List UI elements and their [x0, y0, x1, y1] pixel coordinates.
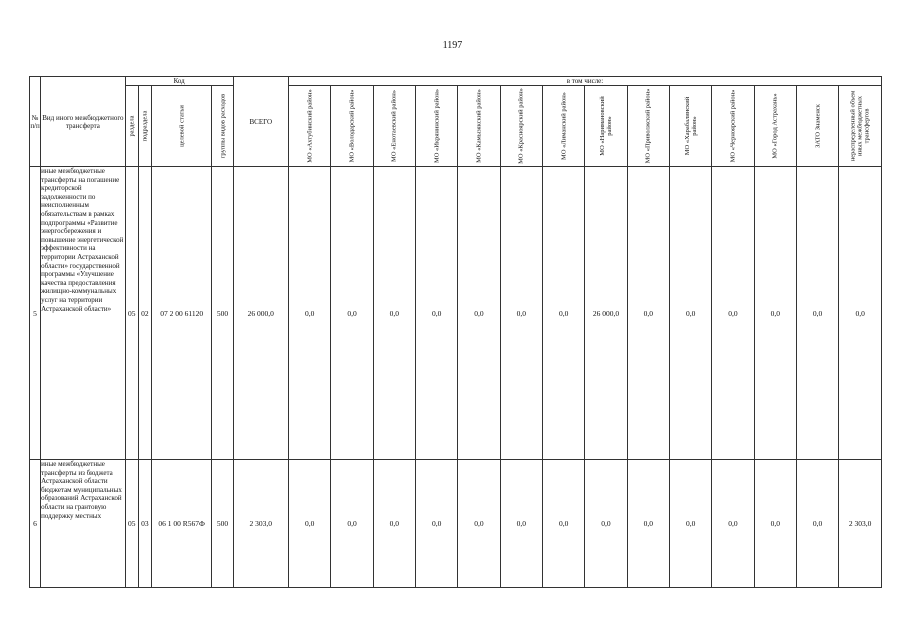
district-value: 0,0	[796, 167, 838, 460]
subsection-code: 03	[138, 460, 151, 588]
district-value: 0,0	[754, 460, 796, 588]
total-value: 2 303,0	[233, 460, 288, 588]
district-header: МО «Лиманский район»	[542, 86, 584, 167]
district-header: МО «Икрянинский район»	[416, 86, 458, 167]
district-value: 26 000,0	[585, 167, 627, 460]
district-header: МО «Город Астрахань»	[754, 86, 796, 167]
district-value: 0,0	[416, 460, 458, 588]
district-value: 0,0	[669, 167, 711, 460]
target-code: 07 2 00 61120	[151, 167, 211, 460]
section-code: 05	[125, 460, 138, 588]
district-value: 0,0	[712, 460, 754, 588]
district-value: 0,0	[289, 167, 331, 460]
district-value: 0,0	[373, 167, 415, 460]
district-value: 0,0	[542, 167, 584, 460]
transfer-description: иные межбюджетные трансферты из бюджета Астраханской области бюджетам муниципальных образований Астраханской области на грантовую поддержку местных	[41, 460, 126, 588]
district-header: МО «Володарский район»	[331, 86, 373, 167]
expense-group-code: 500	[212, 460, 233, 588]
target-code: 06 1 00 R567Ф	[151, 460, 211, 588]
code-col-header: раздела	[125, 86, 138, 167]
district-value: 0,0	[542, 460, 584, 588]
col-num-header: № п/п	[30, 77, 41, 167]
incl-group-header: в том числе:	[289, 77, 882, 86]
expense-group-code: 500	[212, 167, 233, 460]
district-value: 0,0	[458, 460, 500, 588]
district-value: 0,0	[500, 167, 542, 460]
table-row	[30, 167, 882, 460]
district-value: 0,0	[839, 167, 882, 460]
district-value: 0,0	[331, 460, 373, 588]
section-code: 05	[125, 167, 138, 460]
district-header: МО «Красноярский район»	[500, 86, 542, 167]
district-header: МО «Енотаевский район»	[373, 86, 415, 167]
code-col-header: подраздела	[138, 86, 151, 167]
district-value: 0,0	[416, 167, 458, 460]
col-type-header: Вид иного межбюджетного трансферта	[41, 77, 126, 167]
code-col-header: целевой статьи	[151, 86, 211, 167]
district-header: МО «Наримановский район»	[585, 86, 627, 167]
code-col-header: группы видов расходов	[212, 86, 233, 167]
district-value: 2 303,0	[839, 460, 882, 588]
row-number: 6	[30, 460, 41, 588]
subsection-code: 02	[138, 167, 151, 460]
district-value: 0,0	[754, 167, 796, 460]
district-value: 0,0	[796, 460, 838, 588]
table-row	[30, 460, 882, 588]
district-value: 0,0	[712, 167, 754, 460]
district-header: МО «Черноярский район»	[712, 86, 754, 167]
total-header: ВСЕГО	[233, 77, 288, 167]
district-header: МО «Ахтубинский район»	[289, 86, 331, 167]
district-value: 0,0	[331, 167, 373, 460]
code-group-header: Код	[125, 77, 233, 86]
budget-table	[29, 76, 882, 588]
district-value: 0,0	[458, 167, 500, 460]
district-value: 0,0	[669, 460, 711, 588]
district-header: МО «Приволжский район»	[627, 86, 669, 167]
district-value: 0,0	[373, 460, 415, 588]
row-number: 5	[30, 167, 41, 460]
transfer-description: иные межбюджетные трансферты на погашение кредиторской задолженности по неисполненным обязательствам в рамках подпрограммы «Развитие энергосбережения и повышение энергетической эффективности на территории Астраханской области» государственной программы «Улучшение качества предоставления жилищно-коммунальных услуг на территории Астраханской области»	[41, 167, 126, 460]
district-header: МО «Камызякский район»	[458, 86, 500, 167]
district-value: 0,0	[627, 460, 669, 588]
district-value: 0,0	[500, 460, 542, 588]
district-header: МО «Харабалинский район»	[669, 86, 711, 167]
page-number: 1197	[442, 40, 463, 51]
district-header: ЗАТО Знаменск	[796, 86, 838, 167]
district-value: 0,0	[289, 460, 331, 588]
total-value: 26 000,0	[233, 167, 288, 460]
district-header: нераспределенный объем иных межбюджетных трансфертов	[839, 86, 882, 167]
district-value: 0,0	[585, 460, 627, 588]
district-value: 0,0	[627, 167, 669, 460]
